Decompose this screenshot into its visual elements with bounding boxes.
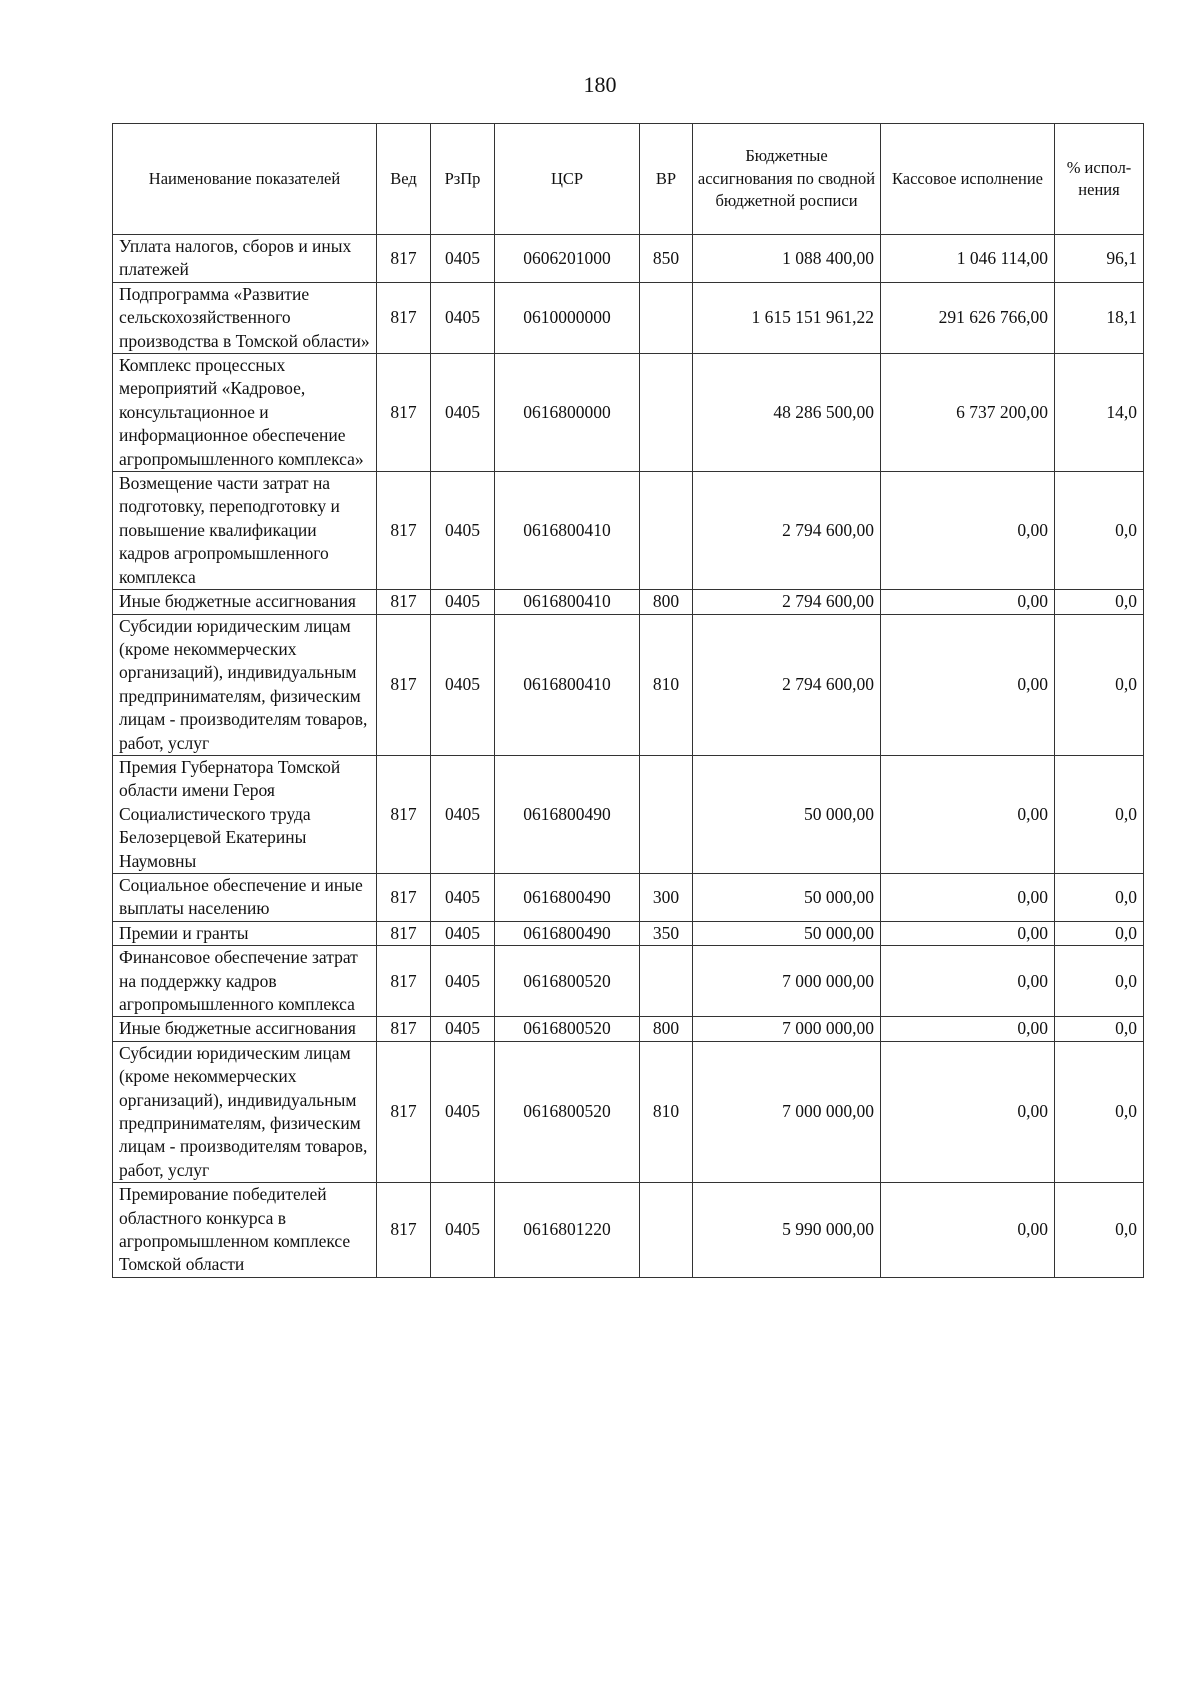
row-rzpr: 0405 (431, 354, 495, 472)
header-rzpr: РзПр (431, 124, 495, 235)
header-ved: Вед (377, 124, 431, 235)
table-row (113, 1017, 1144, 1041)
row-percent: 18,1 (1055, 282, 1144, 353)
row-percent: 0,0 (1055, 873, 1144, 921)
row-vr (640, 755, 693, 873)
row-percent: 0,0 (1055, 755, 1144, 873)
row-ved: 817 (377, 590, 431, 614)
row-csr: 0616800520 (495, 946, 640, 1017)
row-percent: 0,0 (1055, 1017, 1144, 1041)
row-csr: 0616800000 (495, 354, 640, 472)
row-executed: 0,00 (881, 946, 1055, 1017)
row-rzpr: 0405 (431, 235, 495, 283)
row-planned: 1 615 151 961,22 (693, 282, 881, 353)
row-vr: 800 (640, 1017, 693, 1041)
header-percent: % испол-нения (1055, 124, 1144, 235)
page-number: 180 (583, 72, 617, 97)
row-planned: 7 000 000,00 (693, 1017, 881, 1041)
row-rzpr: 0405 (431, 1183, 495, 1278)
row-ved: 817 (377, 1183, 431, 1278)
row-vr (640, 354, 693, 472)
row-planned: 50 000,00 (693, 921, 881, 945)
row-csr: 0616800490 (495, 873, 640, 921)
row-csr: 0616800520 (495, 1017, 640, 1041)
row-name: Уплата налогов, сборов и иных платежей (113, 235, 377, 283)
row-ved: 817 (377, 1041, 431, 1182)
row-executed: 1 046 114,00 (881, 235, 1055, 283)
row-ved: 817 (377, 614, 431, 755)
row-ved: 817 (377, 921, 431, 945)
row-name: Субсидии юридическим лицам (кроме некоммерческих организаций), индивидуальным предпринимателям, физическим лицам - производителям товаров, работ, услуг (113, 614, 377, 755)
row-ved: 817 (377, 282, 431, 353)
row-name: Премирование победителей областного конкурса в агропромышленном комплексе Томской области (113, 1183, 377, 1278)
row-executed: 291 626 766,00 (881, 282, 1055, 353)
row-executed: 6 737 200,00 (881, 354, 1055, 472)
row-planned: 2 794 600,00 (693, 614, 881, 755)
row-ved: 817 (377, 472, 431, 590)
table-row (113, 235, 1144, 283)
row-executed: 0,00 (881, 755, 1055, 873)
row-rzpr: 0405 (431, 590, 495, 614)
table-row (113, 282, 1144, 353)
row-planned: 7 000 000,00 (693, 946, 881, 1017)
row-name: Комплекс процессных мероприятий «Кадровое, консультационное и информационное обеспечение агропромышленного комплекса» (113, 354, 377, 472)
row-percent: 0,0 (1055, 1041, 1144, 1182)
row-vr (640, 1183, 693, 1278)
row-name: Премии и гранты (113, 921, 377, 945)
row-name: Подпрограмма «Развитие сельскохозяйственного производства в Томской области» (113, 282, 377, 353)
row-name: Премия Губернатора Томской области имени Героя Социалистического труда Белозерцевой Екатерины Наумовны (113, 755, 377, 873)
row-planned: 48 286 500,00 (693, 354, 881, 472)
row-rzpr: 0405 (431, 921, 495, 945)
row-executed: 0,00 (881, 1017, 1055, 1041)
row-ved: 817 (377, 873, 431, 921)
row-planned: 50 000,00 (693, 755, 881, 873)
row-name: Субсидии юридическим лицам (кроме некоммерческих организаций), индивидуальным предпринимателям, физическим лицам - производителям товаров, работ, услуг (113, 1041, 377, 1182)
row-rzpr: 0405 (431, 614, 495, 755)
row-rzpr: 0405 (431, 946, 495, 1017)
table-row (113, 590, 1144, 614)
row-vr: 300 (640, 873, 693, 921)
row-csr: 0616800490 (495, 921, 640, 945)
row-planned: 50 000,00 (693, 873, 881, 921)
row-vr: 810 (640, 614, 693, 755)
row-vr: 810 (640, 1041, 693, 1182)
table-row (113, 1041, 1144, 1182)
row-name: Иные бюджетные ассигнования (113, 590, 377, 614)
row-name: Иные бюджетные ассигнования (113, 1017, 377, 1041)
row-executed: 0,00 (881, 1041, 1055, 1182)
row-planned: 1 088 400,00 (693, 235, 881, 283)
row-rzpr: 0405 (431, 1017, 495, 1041)
row-ved: 817 (377, 354, 431, 472)
row-planned: 2 794 600,00 (693, 590, 881, 614)
row-name: Возмещение части затрат на подготовку, переподготовку и повышение квалификации кадров агропромышленного комплекса (113, 472, 377, 590)
row-percent: 0,0 (1055, 614, 1144, 755)
row-vr: 800 (640, 590, 693, 614)
row-csr: 0606201000 (495, 235, 640, 283)
row-csr: 0616800410 (495, 590, 640, 614)
table-row (113, 873, 1144, 921)
row-rzpr: 0405 (431, 873, 495, 921)
row-executed: 0,00 (881, 1183, 1055, 1278)
row-percent: 0,0 (1055, 590, 1144, 614)
row-csr: 0616800490 (495, 755, 640, 873)
row-ved: 817 (377, 755, 431, 873)
table-row (113, 472, 1144, 590)
row-vr (640, 472, 693, 590)
row-executed: 0,00 (881, 614, 1055, 755)
budget-table (112, 123, 1144, 1278)
header-csr: ЦСР (495, 124, 640, 235)
row-executed: 0,00 (881, 921, 1055, 945)
header-executed: Кассовое исполнение (881, 124, 1055, 235)
row-name: Социальное обеспечение и иные выплаты населению (113, 873, 377, 921)
row-rzpr: 0405 (431, 755, 495, 873)
row-planned: 2 794 600,00 (693, 472, 881, 590)
row-vr: 350 (640, 921, 693, 945)
row-csr: 0610000000 (495, 282, 640, 353)
table-row (113, 921, 1144, 945)
row-planned: 7 000 000,00 (693, 1041, 881, 1182)
row-rzpr: 0405 (431, 1041, 495, 1182)
row-rzpr: 0405 (431, 472, 495, 590)
row-vr (640, 946, 693, 1017)
row-planned: 5 990 000,00 (693, 1183, 881, 1278)
header-planned: Бюджетные ассигнования по сводной бюджетной росписи (693, 124, 881, 235)
header-name: Наименование показателей (113, 124, 377, 235)
row-csr: 0616801220 (495, 1183, 640, 1278)
table-header-row (113, 124, 1144, 235)
header-vr: ВР (640, 124, 693, 235)
row-csr: 0616800410 (495, 614, 640, 755)
table-row (113, 755, 1144, 873)
row-ved: 817 (377, 946, 431, 1017)
table-row (113, 1183, 1144, 1278)
row-rzpr: 0405 (431, 282, 495, 353)
row-ved: 817 (377, 1017, 431, 1041)
row-percent: 0,0 (1055, 946, 1144, 1017)
table-row (113, 614, 1144, 755)
row-percent: 0,0 (1055, 1183, 1144, 1278)
row-vr: 850 (640, 235, 693, 283)
table-row (113, 354, 1144, 472)
row-percent: 96,1 (1055, 235, 1144, 283)
row-csr: 0616800520 (495, 1041, 640, 1182)
row-percent: 0,0 (1055, 472, 1144, 590)
row-percent: 0,0 (1055, 921, 1144, 945)
row-percent: 14,0 (1055, 354, 1144, 472)
row-vr (640, 282, 693, 353)
table-row (113, 946, 1144, 1017)
row-executed: 0,00 (881, 590, 1055, 614)
row-executed: 0,00 (881, 472, 1055, 590)
row-ved: 817 (377, 235, 431, 283)
row-name: Финансовое обеспечение затрат на поддержку кадров агропромышленного комплекса (113, 946, 377, 1017)
row-executed: 0,00 (881, 873, 1055, 921)
row-csr: 0616800410 (495, 472, 640, 590)
